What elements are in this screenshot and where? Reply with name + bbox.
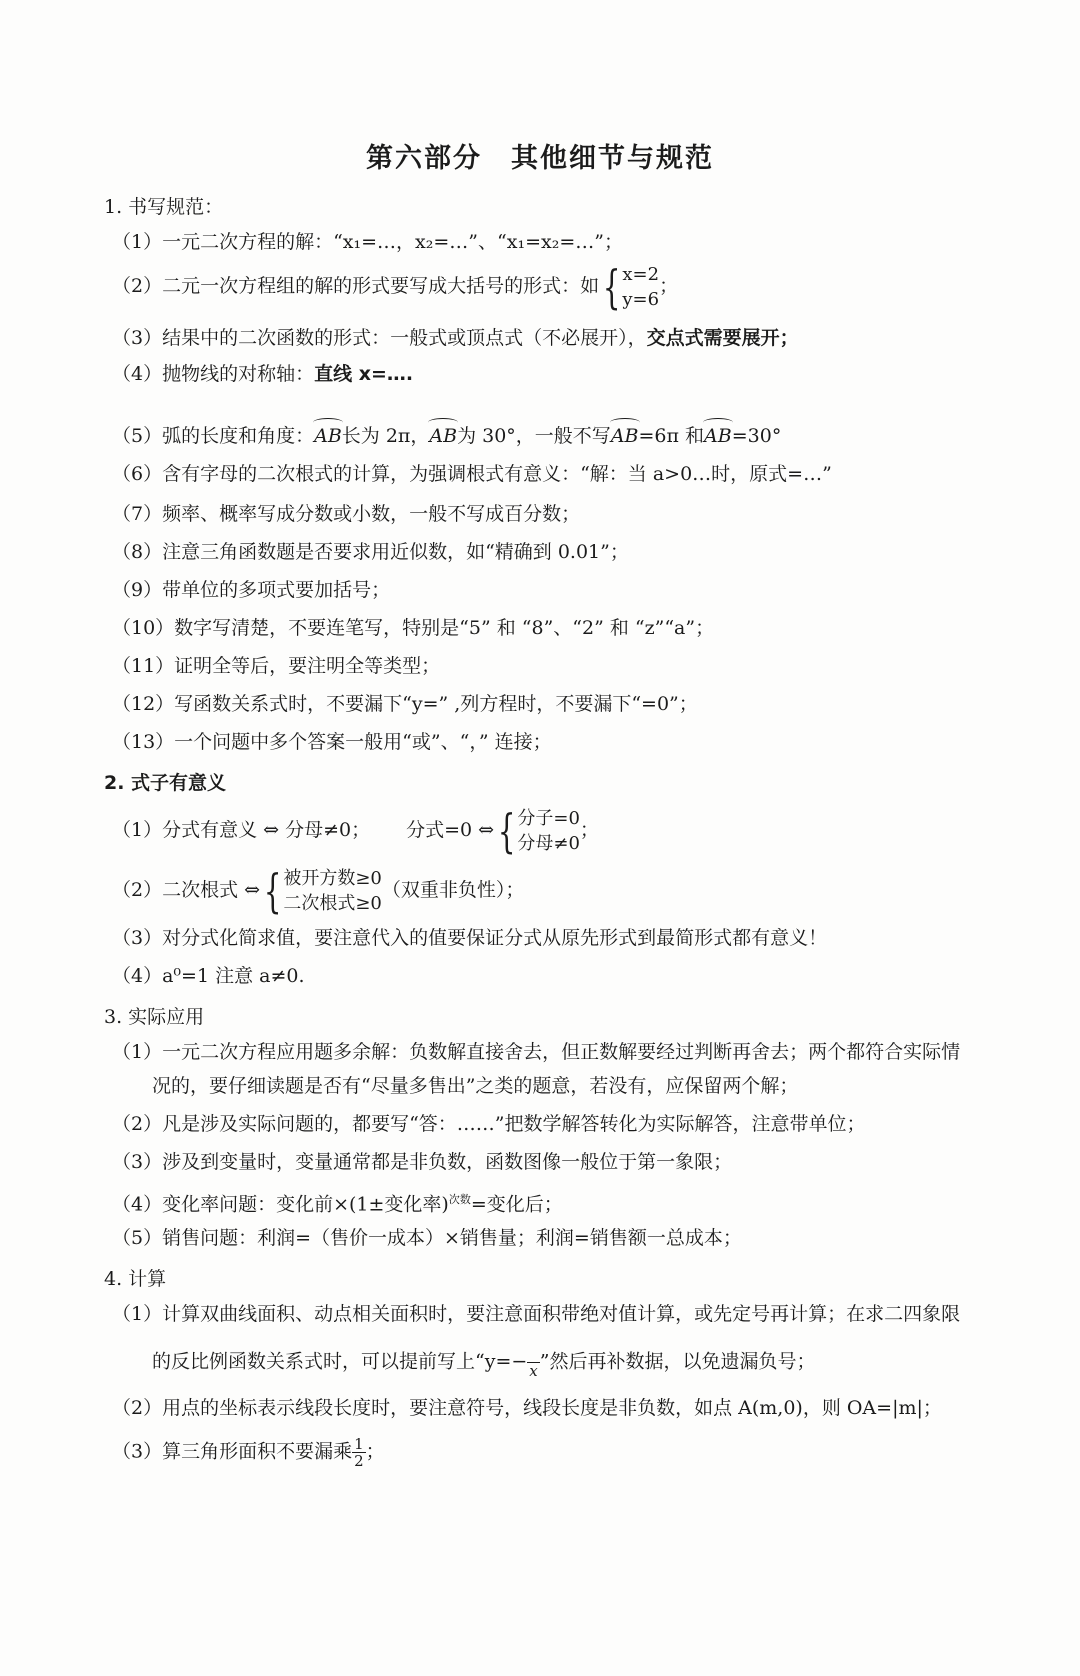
page-title: 第六部分 其他细节与规范 xyxy=(366,143,714,174)
fraction-numerator: 1 xyxy=(354,1435,364,1453)
s4-item-1-text: 的反比例函数关系式时，可以提前写上“y=− xyxy=(152,1350,528,1373)
s1-item-9: （9）带单位的多项式要加括号； xyxy=(112,579,391,601)
s2-item-1 xyxy=(112,806,599,856)
s1-item-5-text-e: =30° xyxy=(731,425,782,447)
s4-item-1-line-1: （1）计算双曲线面积、动点相关面积时，要注意面积带绝对值计算，或先定号再计算；在求二四象限 xyxy=(112,1303,961,1325)
s1-item-10: （10）数字写清楚，不要连笔写，特别是“5” 和 “8”、“2” 和 “z”“a”； xyxy=(112,617,715,639)
s1-item-3-emphasis: 交点式需要展开； xyxy=(646,327,799,349)
s1-item-5 xyxy=(112,424,781,448)
fraction-one-half xyxy=(352,1436,366,1469)
s2-item-2-suffix: （双重非负性）； xyxy=(381,879,525,901)
s3-item-1-line-1: （1）一元二次方程应用题多余解：负数解直接舍去，但正数解要经过判断再舍去；两个都符合实际情 xyxy=(112,1041,961,1063)
s1-item-13: （13）一个问题中多个答案一般用“或”、“，” 连接； xyxy=(112,731,552,753)
brace-symbol: { xyxy=(497,804,516,858)
arc-ab-1: AB xyxy=(314,425,342,447)
equation-line-1: x=2 xyxy=(622,264,660,285)
s2-item-1-text: （1）分式有意义 ⇔ 分母≠0； xyxy=(112,819,371,841)
arc-ab-2: AB xyxy=(429,425,458,447)
equation-system xyxy=(622,262,659,312)
s2-item-2 xyxy=(112,866,524,916)
radical-line-2: 二次根式≥0 xyxy=(283,893,382,914)
s4-item-3 xyxy=(112,1436,385,1469)
s1-item-1: （1）一元二次方程的解：“x₁=…，x₂=…”、“x₁=x₂=…”； xyxy=(112,231,623,253)
s3-item-4 xyxy=(112,1188,563,1216)
s3-item-2: （2）凡是涉及实际问题的，都要写“答：……”把数学解答转化为实际解答，注意带单位； xyxy=(112,1113,866,1135)
s1-item-5-text-b: 长为 2π， xyxy=(341,425,430,447)
brace-symbol: { xyxy=(602,260,621,314)
s2-item-1-text-b: 分式=0 ⇔ xyxy=(406,819,495,841)
s1-item-6: （6）含有字母的二次根式的计算，为强调根式有意义：“解：当 a>0…时，原式=…” xyxy=(112,463,832,485)
s1-item-3 xyxy=(112,326,799,350)
exponent-label: 次数 xyxy=(448,1193,471,1206)
s1-item-2 xyxy=(112,262,678,312)
s1-item-12: （12）写函数关系式时，不要漏下“y=” ,列方程时，不要漏下“=0”； xyxy=(112,693,698,715)
s3-item-4-text-b: =变化后； xyxy=(470,1193,563,1216)
arc-ab-3: AB xyxy=(610,425,639,447)
s1-item-4 xyxy=(112,362,413,386)
s3-item-4-text: （4）变化率问题：变化前×(1±变化率) xyxy=(112,1193,449,1216)
s1-item-7: （7）频率、概率写成分数或小数，一般不写成百分数； xyxy=(112,503,581,525)
section-3-heading: 3. 实际应用 xyxy=(104,1006,205,1028)
radical-line-1: 被开方数≥0 xyxy=(283,868,382,889)
s1-item-8: （8）注意三角函数题是否要求用近似数，如“精确到 0.01”； xyxy=(112,541,629,563)
fraction-denominator: x xyxy=(529,1362,538,1380)
s4-item-1-text-b: ”然后再补数据，以免遗漏负号； xyxy=(539,1350,816,1373)
section-1-heading: 1. 书写规范： xyxy=(104,196,224,218)
s2-item-4: （4）a⁰=1 注意 a≠0. xyxy=(112,965,305,987)
s3-item-5: （5）销售问题：利润=（售价一成本）×销售量；利润=销售额一总成本； xyxy=(112,1227,742,1249)
s1-item-5-text-c: 为 30°，一般不写 xyxy=(457,425,611,447)
brace-symbol: { xyxy=(263,864,282,918)
s1-item-5-text: （5）弧的长度和角度： xyxy=(112,425,315,447)
s1-item-11: （11）证明全等后，要注明全等类型； xyxy=(112,655,441,677)
s1-item-4-emphasis: 直线 x=…. xyxy=(314,363,414,385)
radical-conditions xyxy=(283,866,382,916)
fraction-denominator: 2 xyxy=(354,1452,364,1470)
section-4-heading: 4. 计算 xyxy=(104,1268,167,1290)
equation-line-2: y=6 xyxy=(622,289,660,310)
s1-item-4-text: （4）抛物线的对称轴： xyxy=(112,363,315,385)
condition-line-2: 分母≠0 xyxy=(517,833,580,854)
s4-item-3-text: （3）算三角形面积不要漏乘 xyxy=(112,1440,353,1463)
s4-item-1-line-2 xyxy=(152,1346,815,1379)
condition-system xyxy=(517,806,580,856)
fraction-k-over-x xyxy=(527,1346,539,1379)
s2-item-1-suffix: ； xyxy=(579,819,599,841)
section-2-heading: 2. 式子有意义 xyxy=(104,772,227,794)
s3-item-3: （3）涉及到变量时，变量通常都是非负数，函数图像一般位于第一象限； xyxy=(112,1151,733,1173)
s4-item-2: （2）用点的坐标表示线段长度时，要注意符号，线段长度是非负数，如点 A(m,0)，则 OA=|m|； xyxy=(112,1397,942,1419)
s1-item-5-text-d: =6π 和 xyxy=(638,425,705,447)
arc-ab-4: AB xyxy=(704,425,732,447)
s1-item-3-text: （3）结果中的二次函数的形式：一般式或顶点式（不必展开）， xyxy=(112,327,647,349)
s4-item-3-suffix: ； xyxy=(365,1440,385,1463)
s2-item-2-text: （2）二次根式 ⇔ xyxy=(112,879,261,901)
condition-line-1: 分子=0 xyxy=(517,808,580,829)
s1-item-2-text: （2）二元一次方程组的解的形式要写成大括号的形式：如 xyxy=(112,275,600,297)
s2-item-3: （3）对分式化简求值，要注意代入的值要保证分式从原先形式到最简形式都有意义！ xyxy=(112,927,828,949)
s1-item-2-suffix: ； xyxy=(659,275,679,297)
s3-item-1-line-2: 况的，要仔细读题是否有“尽量多售出”之类的题意，若没有，应保留两个解； xyxy=(152,1075,799,1097)
